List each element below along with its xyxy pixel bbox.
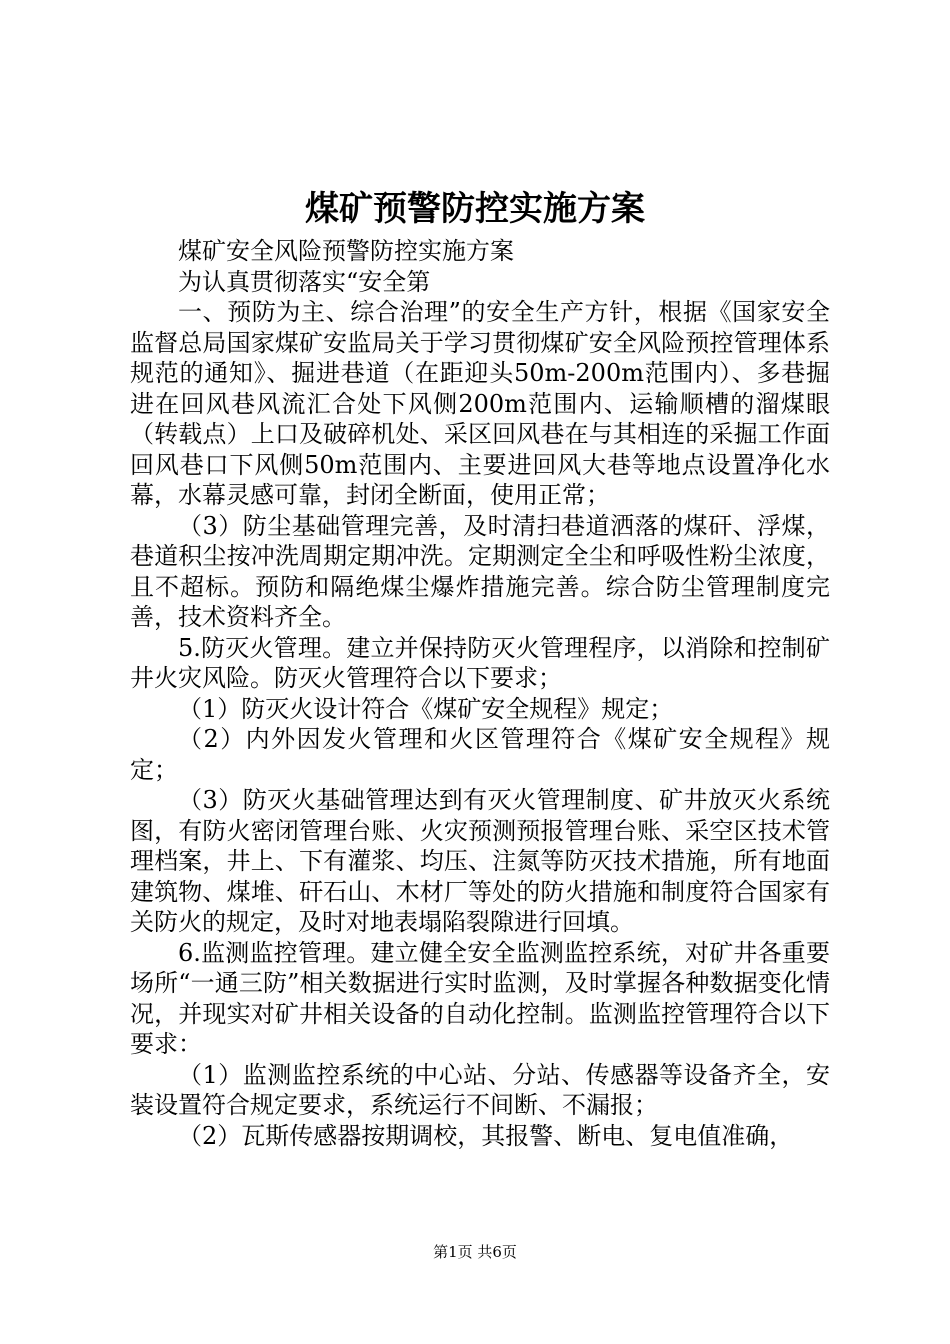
paragraph: （1）防灭火设计符合《煤矿安全规程》规定；	[178, 694, 674, 723]
paragraph: 5.防灭火管理。建立并保持防灭火管理程序，以消除和控制矿井火灾风险。防灭火管理符合以下要求；	[130, 633, 830, 692]
paragraph: （3）防灭火基础管理达到有灭火管理制度、矿井放灭火系统图，有防火密闭管理台账、火灾预测预报管理台账、采空区技术管理档案，井上、下有灌浆、均压、注氮等防灭技术措施，所有地面建筑物、煤堆、矸石山、木材厂等处的防火措施和制度符合国家有关防火的规定，及时对地表塌陷裂隙进行回填。	[130, 786, 830, 936]
document-body	[130, 236, 830, 1151]
paragraph: （2）瓦斯传感器按期调校，其报警、断电、复电值准确，	[178, 1121, 794, 1150]
paragraph: （2）内外因发火管理和火区管理符合《煤矿安全规程》规定；	[130, 725, 830, 784]
paragraph: 煤矿安全风险预警防控实施方案	[178, 237, 514, 265]
paragraph: （1）监测监控系统的中心站、分站、传感器等设备齐全，安装设置符合规定要求，系统运行不间断、不漏报；	[130, 1060, 830, 1119]
document-title: 煤矿预警防控实施方案	[305, 189, 645, 229]
page-footer: 第1页 共6页	[433, 1243, 517, 1261]
paragraph: 为认真贯彻落实“安全第	[178, 267, 431, 296]
paragraph: 一、预防为主、综合治理”的安全生产方针，根据《国家安全监督总局国家煤矿安监局关于学习贯彻煤矿安全风险预控管理体系规范的通知》、掘进巷道（在距迎头50m-200m范围内）、多巷掘进在回风巷风流汇合处下风侧200m范围内、运输顺槽的溜煤眼（转载点）上口及破碎机处、采区回风巷在与其相连的采掘工作面回风巷口下风侧50m范围内、主要进回风大巷等地点设置净化水幕，水幕灵感可靠，封闭全断面，使用正常；	[130, 298, 830, 509]
paragraph: 6.监测监控管理。建立健全安全监测监控系统，对矿井各重要场所“一通三防”相关数据进行实时监测，及时掌握各种数据变化情况，并现实对矿井相关设备的自动化控制。监测监控管理符合以下要求：	[130, 938, 830, 1058]
paragraph: （3）防尘基础管理完善，及时清扫巷道洒落的煤矸、浮煤，巷道积尘按冲洗周期定期冲洗。定期测定全尘和呼吸性粉尘浓度，且不超标。预防和隔绝煤尘爆炸措施完善。综合防尘管理制度完善，技术资料齐全。	[130, 511, 830, 631]
